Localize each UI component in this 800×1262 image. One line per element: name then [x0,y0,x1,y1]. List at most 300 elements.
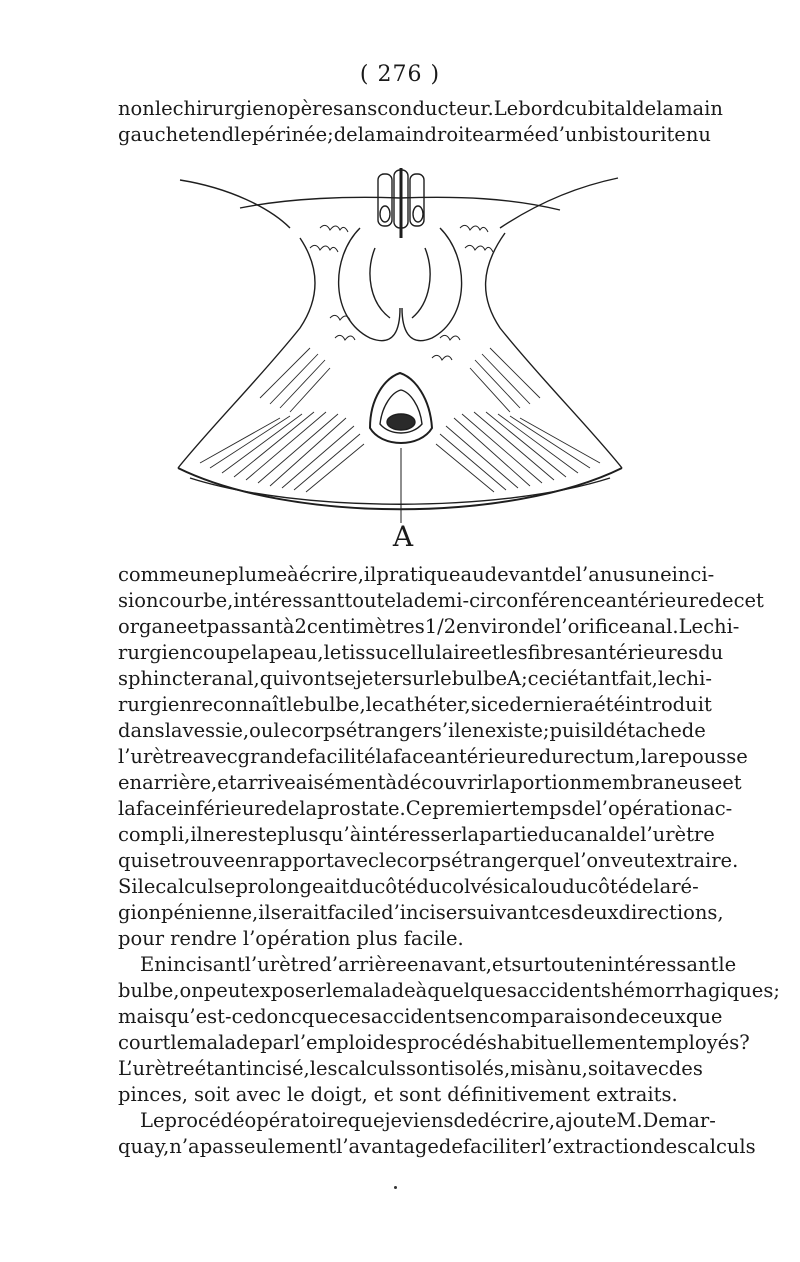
word: main [375,123,425,146]
word: intéressant [607,953,719,976]
word: l’emploi [293,1031,373,1054]
word: avec [235,1083,281,1106]
word: pénienne, [161,901,259,924]
word: écrire [298,563,358,586]
word: les [309,1057,338,1080]
word: par [260,1031,294,1054]
word: dans [118,719,165,742]
word: Demar- [642,1109,716,1132]
word: de [681,719,706,742]
word: mis [510,1057,545,1080]
word: facile [327,901,382,924]
word: reconnaît [192,693,287,716]
word: En [140,953,167,976]
word: conducteur. [377,97,494,120]
word: incisant [166,953,245,976]
word: procédé [164,1109,245,1132]
word: le [433,667,452,690]
word: je [384,1109,403,1132]
word: la [395,589,414,612]
text-line [118,1056,703,1082]
word: de [615,1005,640,1028]
word: qu’à [318,823,362,846]
word: anal, [211,667,260,690]
word: inférieure [177,797,276,820]
word: inci- [671,563,715,586]
word: la [492,771,511,794]
word: pinces, [118,1083,188,1106]
word: 1/2 [424,615,457,638]
word: 2 [294,615,307,638]
word: ajoute [555,1109,617,1132]
text-line [118,926,682,952]
word: face [135,797,178,820]
word: ne [202,823,227,846]
word: plume [225,563,288,586]
word: l’urètre [118,745,193,768]
text-line [118,1082,682,1108]
word: malade [343,979,416,1002]
word: le [365,693,384,716]
paragraph-3 [118,1108,756,1160]
word: l’avantage [336,1135,439,1158]
word: en [118,771,143,794]
text-line [118,614,740,640]
word: à [287,563,299,586]
word: soit [193,1083,230,1106]
word: avec [192,745,238,768]
word: suivant [466,901,539,924]
word: bulbe, [118,979,180,1002]
word: de [629,875,654,898]
text-line [118,122,711,148]
word: le [137,875,156,898]
word: d’un [546,123,591,146]
word: partie [479,823,539,846]
word: l’on [573,849,611,872]
word: temps [511,797,572,820]
word: s’il [431,719,461,742]
word: hémorrhagiques [610,979,774,1002]
word: la [656,97,675,120]
word: avec [333,849,379,872]
word: viens [402,1109,454,1132]
word: la [357,123,376,146]
word: cellulaire [388,641,481,664]
word: en [460,719,485,742]
text-line [118,718,706,744]
word: doigt, [310,1083,368,1106]
word: intéresser [361,823,462,846]
word: ac- [703,797,733,820]
word: cet [733,589,764,612]
word: jeter [355,667,403,690]
word: du [562,875,588,898]
word: la [164,719,183,742]
word: rendre [170,927,237,950]
word: accidents [516,979,611,1002]
word: introduit [624,693,712,716]
word: au [460,563,485,586]
word: la [461,823,480,846]
word: le [378,849,397,872]
word: facile. [403,927,464,950]
word: du [416,875,442,898]
word: rurgien [118,693,193,716]
word: une [634,563,672,586]
word: donc [254,1005,302,1028]
word: le [325,979,344,1002]
word: de [453,1109,478,1132]
word: grande [237,745,308,768]
word: quay, [118,1135,170,1158]
word: ceci [527,667,568,690]
word: tenu [666,123,711,146]
word: et [722,771,742,794]
word: une [189,563,226,586]
figure-label: A [392,520,414,553]
word: la [299,797,318,820]
word: employés [646,1031,740,1054]
word: de [551,563,576,586]
word: le [234,123,252,146]
word: plus [277,823,319,846]
word: à [282,615,295,638]
word: procédés [406,1031,497,1054]
word: l’extraction [540,1135,654,1158]
word: des [372,1031,407,1054]
word: puis [549,719,591,742]
word: à [385,771,398,794]
word: non [118,97,155,120]
word: reste [226,823,278,846]
word: tend [189,123,235,146]
word: M. [616,1109,643,1132]
word: à [544,1057,557,1080]
word: du [698,641,724,664]
word: on [179,979,204,1002]
anatomical-engraving [170,168,630,528]
word: de [275,797,300,820]
word: bord [518,97,565,120]
word: intéressant [233,589,345,612]
word: cathéter, [383,693,471,716]
text-line [118,562,715,588]
word: le [286,1083,305,1106]
text-line [118,666,712,692]
word: sont [399,1083,442,1106]
word: , [357,563,364,586]
word: et [373,1083,394,1106]
word: l’urètre [640,823,715,846]
word: calculs [337,1057,407,1080]
paragraph-1 [118,562,764,952]
word: A [507,667,522,690]
text-line [118,952,737,978]
word: coupe [192,641,252,664]
word: aisément [295,771,386,794]
word: col [441,875,471,898]
word: le [273,719,292,742]
word: tissu [341,641,388,664]
text-line [118,1004,723,1030]
word: bulbe, [304,693,366,716]
word: se [149,849,171,872]
word: surtout [511,953,584,976]
word: isolés [448,1057,504,1080]
word: environ [456,615,532,638]
word: centimètres [306,615,425,638]
word: ou [537,875,563,898]
word: courbe, [158,589,234,612]
word: vont [291,667,335,690]
word: avant, [431,953,492,976]
word: ? [739,1031,750,1054]
word: en [234,849,259,872]
word: rurgien [118,641,193,664]
word: seulement [233,1135,337,1158]
word: décrire, [477,1109,556,1132]
text-line [118,848,739,874]
word: Le [493,97,519,120]
text-line [118,744,748,770]
word: étranger [451,849,538,872]
print-speck [394,1186,397,1189]
text-line [118,978,780,1004]
word: trouve [170,849,235,872]
word: ceux [639,1005,686,1028]
word: malade [188,1031,261,1054]
word: rapport [258,849,334,872]
word: et [187,615,207,638]
word: ; [542,719,550,742]
word: gion [118,901,162,924]
word: le [154,97,173,120]
word: existe [484,719,543,742]
word: chirurgien [172,97,277,120]
word: le [170,1031,189,1054]
text-line [118,770,742,796]
word: ces [538,901,571,924]
word: demi-circonférence [413,589,606,612]
word: calculs [687,1135,756,1158]
text-line [118,1134,756,1160]
word: organe [118,615,188,638]
word: l’anus [575,563,635,586]
word: du [349,875,375,898]
word: compli, [118,823,191,846]
word: antérieure [434,745,539,768]
word: étant [567,667,619,690]
word: avec [623,1057,669,1080]
word: sont [406,1057,449,1080]
word: peau, [269,641,324,664]
word: Le [140,1109,165,1132]
text-line [118,822,715,848]
word: a [582,693,595,716]
word: à [415,979,428,1002]
word: définitivement [447,1083,591,1106]
word: il [590,719,604,742]
word: l’orifice [555,615,631,638]
word: la [118,797,136,820]
word: le [657,667,676,690]
word: Le [678,615,704,638]
word: pas [199,1135,234,1158]
word: découvrir [397,771,493,794]
word: quelques [427,979,517,1002]
word: deux [570,901,619,924]
word: de [438,1135,463,1158]
text-line [118,588,764,614]
word: extraire. [653,849,739,872]
word: exposer [248,979,326,1002]
word: en [464,1005,490,1028]
page-number: ( 276 ) [359,62,441,87]
word: que [537,849,574,872]
word: directions, [618,901,724,924]
text-line [118,692,712,718]
word: de [709,589,734,612]
word: des [653,1135,688,1158]
word: Ce [405,797,433,820]
word: qui [259,667,291,690]
word: pratique [376,563,461,586]
word: du [538,745,564,768]
word: étant [194,1057,246,1080]
word: le [286,693,305,716]
word: qu’est-ce [164,1005,255,1028]
word: premier [432,797,512,820]
word: sur [402,667,434,690]
word: veut [610,849,654,872]
word: faciliter [462,1135,541,1158]
word: gauche [118,123,190,146]
word: et [491,953,512,976]
word: soit [587,1057,624,1080]
word: et [217,771,237,794]
word: chi- [675,667,712,690]
word: ou [249,719,274,742]
word: fait, [618,667,658,690]
word: main [674,97,723,120]
word: anal. [630,615,679,638]
word: bulbe [451,667,507,690]
word: se [334,667,356,690]
word: rectum, [563,745,641,768]
word: pour [118,927,165,950]
word: il [363,563,377,586]
word: il [258,901,271,924]
word: accidents [370,1005,465,1028]
perineum-illustration [170,168,630,528]
word: incisé, [246,1057,310,1080]
text-line [118,1108,716,1134]
word: le [323,641,342,664]
word: ; [773,979,780,1002]
word: prostate. [317,797,406,820]
word: de [333,123,358,146]
text-line [118,96,723,122]
word: ce [486,693,510,716]
word: comme [118,563,190,586]
word: vessie, [182,719,250,742]
word: face [393,745,435,768]
word: , [503,1057,511,1080]
word: des [668,1057,703,1080]
word: cubital [564,97,633,120]
word: plus [356,927,398,950]
word: facilité [307,745,376,768]
word: membraneuse [582,771,723,794]
text-line [118,874,699,900]
word: périnée [251,123,328,146]
word: opératoire [244,1109,348,1132]
word: que [347,1109,385,1132]
top-text-block [118,96,723,148]
word: sans [333,97,378,120]
text-line [118,1030,750,1056]
word: les [499,641,528,664]
word: habituellement [496,1031,647,1054]
word: bistouri [590,123,667,146]
paragraph-2 [118,952,780,1108]
word: si [470,693,487,716]
word: le [718,953,737,976]
word: sphincter [118,667,212,690]
word: que [685,1005,723,1028]
word: et [480,641,500,664]
word: antérieures [584,641,699,664]
word: côté [374,875,417,898]
word: de [632,97,657,120]
word: étranger [345,719,432,742]
word: canal [563,823,617,846]
word: la [640,745,659,768]
word: L’urètre [118,1057,195,1080]
word: serait [270,901,328,924]
word: il [190,823,203,846]
word: prolongeait [235,875,350,898]
word: de [531,615,556,638]
word: sion [118,589,159,612]
text-line [118,900,724,926]
word: court [118,1031,171,1054]
word: qui [118,849,150,872]
word: été [594,693,625,716]
word: calcul [155,875,214,898]
word: ces [338,1005,371,1028]
word: arrière, [142,771,218,794]
word: l’opération [242,927,351,950]
word: en [583,953,608,976]
word: fibres [527,641,585,664]
word: ; [327,123,334,146]
word: côté [587,875,630,898]
word: dernier [509,693,583,716]
word: que [301,1005,339,1028]
word: ré- [671,875,699,898]
word: la [251,641,270,664]
word: devant [484,563,552,586]
word: comparaison [489,1005,616,1028]
word: de [571,797,596,820]
word: de [616,823,641,846]
word: nu [556,1057,582,1080]
word: extraits. [596,1083,678,1106]
word: mais [118,1005,165,1028]
text-line [118,796,733,822]
